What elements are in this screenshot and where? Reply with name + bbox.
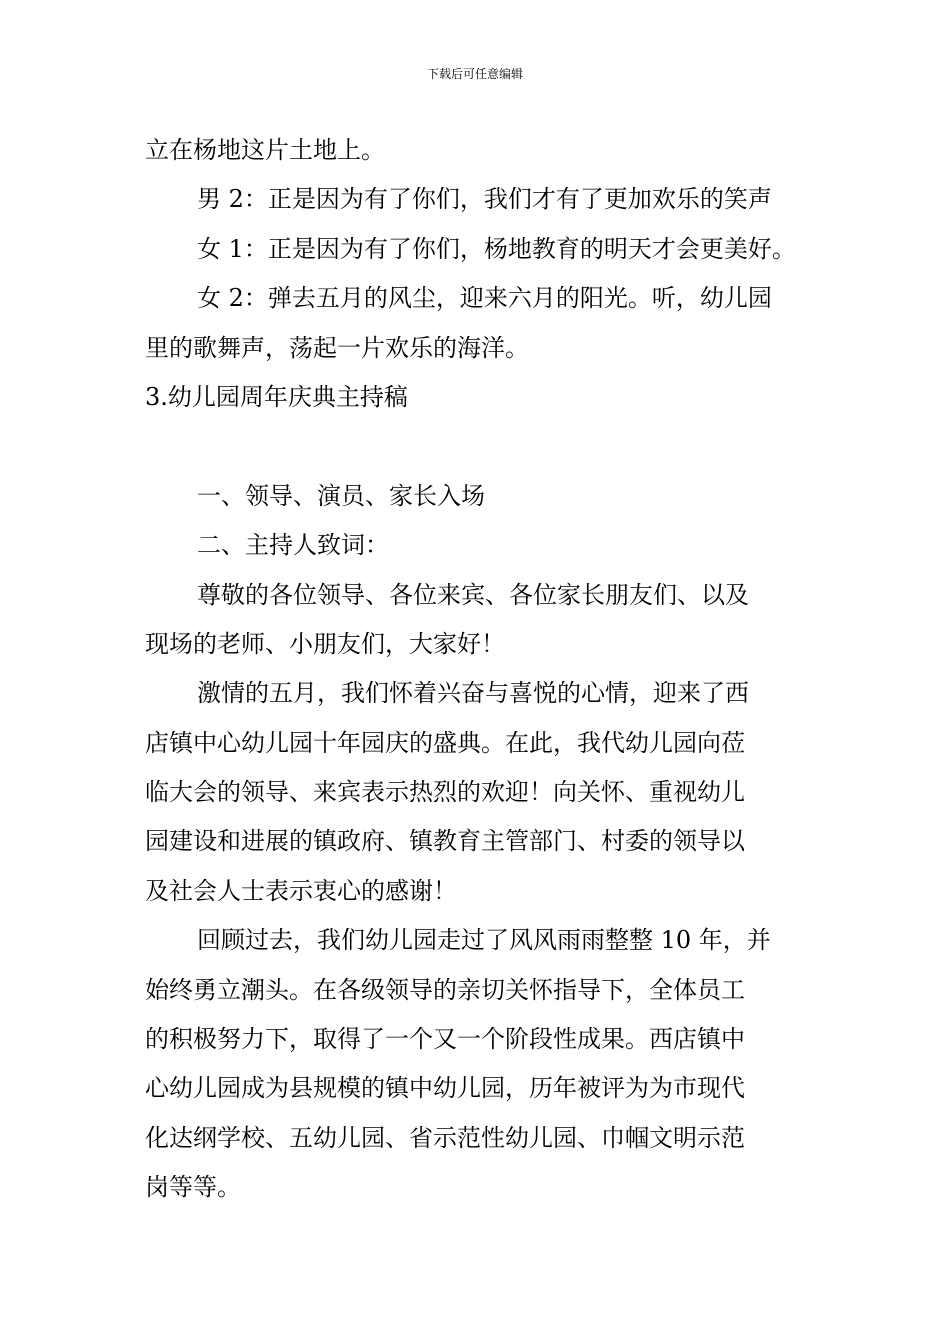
- text-line: 里的歌舞声，荡起一片欢乐的海洋。: [145, 333, 529, 362]
- text-line: 岗等等。: [145, 1173, 241, 1202]
- document-body: [145, 126, 825, 1213]
- text-line: 立在杨地这片土地上。: [145, 136, 385, 164]
- text-line: 园建设和进展的镇政府、镇教育主管部门、村委的领导以: [145, 827, 745, 856]
- text-line: 尊敬的各位领导、各位来宾、各位家长朋友们、以及: [197, 580, 749, 609]
- text-line: 店镇中心幼儿园十年园庆的盛典。在此，我代幼儿园向莅: [145, 728, 745, 757]
- text-line: 男 2：正是因为有了你们，我们才有了更加欢乐的笑声: [197, 185, 772, 214]
- text-line: 激情的五月，我们怀着兴奋与喜悦的心情，迎来了西: [197, 679, 749, 708]
- text-line: 心幼儿园成为县规模的镇中幼儿园，历年被评为为市现代: [145, 1074, 745, 1103]
- text-line: 现场的老师、小朋友们，大家好！: [145, 629, 505, 658]
- text-line: 的积极努力下，取得了一个又一个阶段性成果。西店镇中: [145, 1025, 745, 1054]
- page-header: 下载后可任意编辑: [426, 67, 523, 81]
- text-line: 回顾过去，我们幼儿园走过了风风雨雨整整 10 年，并: [197, 926, 771, 955]
- blank-line: [145, 422, 825, 471]
- text-line: 化达纲学校、五幼儿园、省示范性幼儿园、巾帼文明示范: [145, 1123, 745, 1152]
- text-line: 临大会的领导、来宾表示热烈的欢迎！向关怀、重视幼儿: [145, 778, 745, 807]
- text-line: 女 2：弹去五月的风尘，迎来六月的阳光。听，幼儿园: [197, 284, 772, 313]
- text-line: 始终勇立潮头。在各级领导的亲切关怀指导下，全体员工: [145, 975, 745, 1004]
- text-line: 女 1：正是因为有了你们，杨地教育的明天才会更美好。: [197, 234, 796, 263]
- text-line: 及社会人士表示衷心的感谢！: [145, 876, 457, 905]
- text-line: 一、领导、演员、家长入场: [197, 481, 485, 510]
- text-line: 二、主持人致词：: [197, 531, 389, 560]
- text-line: 3.幼儿园周年庆典主持稿: [145, 382, 408, 411]
